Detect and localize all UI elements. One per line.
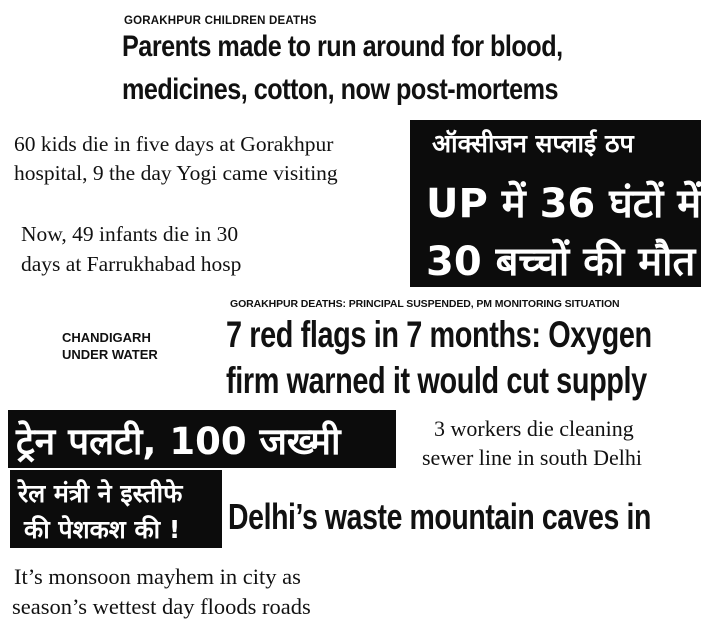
headline-line-1: Parents made to run around for blood,: [122, 30, 563, 63]
subheadline-line-1: रेल मंत्री ने इस्तीफे: [18, 479, 183, 508]
headline-line-2: UNDER WATER: [62, 347, 158, 362]
headline-line-1: 60 kids die in five days at Gorakhpur: [14, 132, 334, 156]
headline-clip-train-derailed: [8, 410, 396, 468]
headline-line-1: 3 workers die cleaning: [434, 416, 634, 441]
headline-line-2: hospital, 9 the day Yogi came visiting: [14, 161, 338, 185]
headline-line-1: CHANDIGARH: [62, 330, 151, 345]
headline-line-1: Now, 49 infants die in 30: [21, 222, 239, 246]
headline-clip-hindi-oxygen: [410, 120, 701, 287]
headline-line-2: UP में 36 घंटों में: [426, 181, 702, 227]
subheadline-line-2: की पेशकश की !: [24, 515, 181, 544]
headline-line-2: sewer line in south Delhi: [422, 445, 642, 470]
headline-line-1: 7 red flags in 7 months: Oxygen: [226, 314, 652, 355]
headline-line-2: medicines, cotton, now post-mortems: [122, 73, 559, 106]
kicker-principal-suspended: GORAKHPUR DEATHS: PRINCIPAL SUSPENDED, PM MONITORING SITUATION: [230, 298, 620, 310]
headline-line-2: firm warned it would cut supply: [226, 360, 647, 401]
headline-line-1: ऑक्सीजन सप्लाई ठप: [432, 129, 634, 158]
headline-clip-rail-minister: [10, 470, 222, 548]
headline-clip-delhi-waste: Delhi’s waste mountain caves in: [228, 496, 651, 537]
headline-main: ट्रेन पलटी, 100 जख्मी: [16, 420, 341, 463]
headline-line-2: days at Farrukhabad hosp: [21, 252, 242, 276]
headline-line-3: 30 बच्चों की मौत: [426, 239, 696, 285]
headline-line-1: It’s monsoon mayhem in city as: [14, 564, 301, 589]
headline-line-2: season’s wettest day floods roads: [12, 594, 311, 619]
kicker-gorakhpur-children-deaths: GORAKHPUR CHILDREN DEATHS: [124, 15, 317, 27]
